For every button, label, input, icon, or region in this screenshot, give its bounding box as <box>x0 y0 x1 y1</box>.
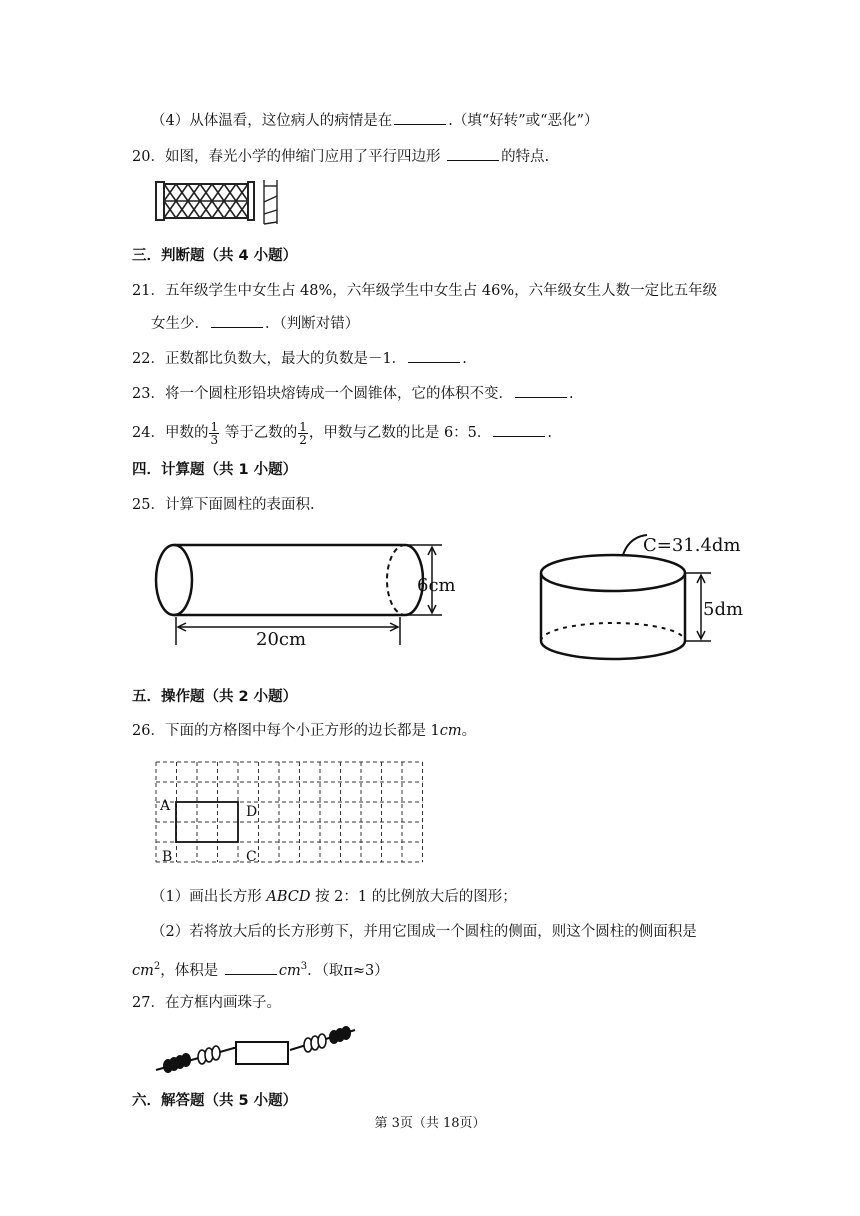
q21-tail: ．（判断对错） <box>265 316 360 332</box>
question-23 <box>132 383 574 405</box>
grid-lines <box>156 762 423 862</box>
unit-cm: cm <box>132 962 154 979</box>
answer-blank <box>408 348 460 363</box>
square-grid-figure <box>150 756 430 868</box>
question-22 <box>132 348 467 370</box>
q26-1-var: ABCD <box>266 889 311 905</box>
exponent: 2 <box>153 961 161 972</box>
question-21-line1: 21．五年级学生中女生占 48%，六年级学生中女生占 46%，六年级女生人数一定比五年级 <box>132 283 718 299</box>
question-19-4 <box>151 110 599 132</box>
q26-2-tail: ．（取π≈3） <box>307 962 389 979</box>
cylinder-length-label: 20cm <box>256 629 307 650</box>
unit-cm: cm <box>278 962 301 979</box>
q19-4-text: （4）从体温看，这位病人的病情是在 <box>151 113 393 129</box>
retractable-gate-figure <box>152 176 282 228</box>
q22-tail: . <box>462 351 467 367</box>
question-25: 25．计算下面圆柱的表面积. <box>132 497 315 513</box>
circumference-label: C=31.4dm <box>643 535 741 556</box>
q23-tail: . <box>568 386 574 402</box>
q24-text-c: ，甲数与乙数的比是 6：5． <box>308 425 492 441</box>
q22-text: 22．正数都比负数大，最大的负数是－1． <box>132 351 407 367</box>
section-5-heading: 五．操作题（共 2 小题） <box>132 689 298 705</box>
exponent: 3 <box>300 961 308 972</box>
vertex-a-label: A <box>160 798 171 814</box>
section-3-heading: 三．判断题（共 4 小题） <box>132 248 298 264</box>
vertex-c-label: C <box>246 849 257 865</box>
upright-cylinder-figure <box>535 525 775 665</box>
q24-tail: . <box>547 425 553 441</box>
question-21-line2 <box>151 313 359 335</box>
fraction-numerator: 1 <box>210 419 219 434</box>
q23-text: 23．将一个圆柱形铅块熔铸成一个圆锥体，它的体积不变． <box>132 386 513 402</box>
q26-2-mid: ，体积是 <box>160 962 223 979</box>
answer-blank <box>493 422 545 437</box>
q24-text-b: 等于乙数的 <box>220 425 298 441</box>
fraction-one-third <box>209 421 219 446</box>
bead-box <box>236 1042 288 1064</box>
question-26-2-line1: （2）若将放大后的长方形剪下，并用它围成一个圆柱的侧面，则这个圆柱的侧面积是 <box>151 924 697 940</box>
q26-unit: cm <box>439 723 462 739</box>
page-footer: 第 3页（共 18页） <box>374 1116 486 1131</box>
question-26-1 <box>151 886 517 908</box>
bead-string-figure <box>150 1024 365 1076</box>
cylinder-height-label: 6cm <box>417 575 456 596</box>
q24-text-a: 24．甲数的 <box>132 425 209 441</box>
answer-blank <box>515 383 567 398</box>
answer-blank <box>394 110 446 125</box>
question-26-2-line2 <box>132 956 389 982</box>
fraction-one-half <box>298 421 308 446</box>
vertex-b-label: B <box>162 849 173 865</box>
q26-text: 26．下面的方格图中每个小正方形的边长都是 1 <box>132 723 440 739</box>
question-26 <box>132 720 476 742</box>
fraction-numerator: 1 <box>299 419 307 434</box>
q21-text: 女生少． <box>151 316 209 332</box>
question-24 <box>132 418 552 448</box>
q26-tail: 。 <box>461 723 477 739</box>
horizontal-cylinder-figure <box>150 535 470 655</box>
q26-1-tail: 按 2：1 的比例放大后的图形； <box>310 889 517 905</box>
q20-text: 20．如图，春光小学的伸缩门应用了平行四边形 <box>132 149 446 165</box>
section-4-heading: 四．计算题（共 1 小题） <box>132 462 298 478</box>
answer-blank <box>225 960 277 975</box>
q19-4-tail: .（填“好转”或“恶化”） <box>448 113 599 129</box>
upright-height-label: 5dm <box>703 599 744 620</box>
question-20 <box>132 146 549 168</box>
fraction-denominator: 2 <box>299 432 307 447</box>
answer-blank <box>447 146 499 161</box>
answer-blank <box>211 313 263 328</box>
fraction-denominator: 3 <box>210 432 219 447</box>
vertex-d-label: D <box>246 804 258 820</box>
q20-tail: 的特点. <box>501 149 550 165</box>
section-6-heading: 六．解答题（共 5 小题） <box>132 1093 298 1109</box>
question-27: 27．在方框内画珠子。 <box>132 995 281 1011</box>
q26-1-text: （1）画出长方形 <box>151 889 267 905</box>
